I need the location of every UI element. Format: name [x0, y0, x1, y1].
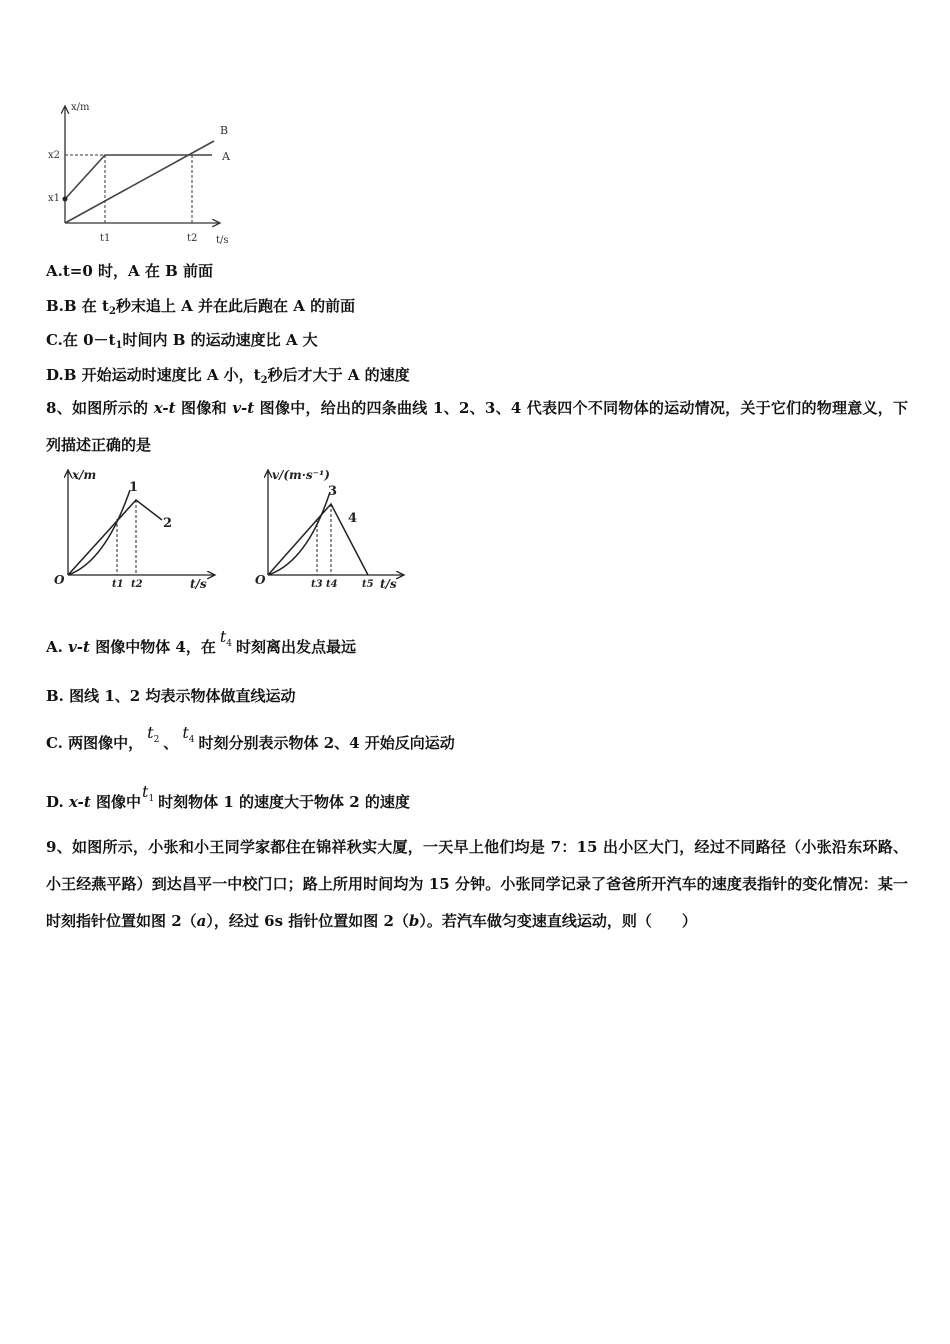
q9-text-post: ）。若汽车做匀变速直线运动，则（ ）: [419, 912, 697, 930]
q7-option-b-sub: 2: [108, 306, 116, 317]
q8-vt-origin: O: [255, 573, 266, 587]
point-x1: [63, 197, 68, 202]
q8-option-c-t2-letter: t: [182, 723, 189, 742]
q8-option-c-sep: 、: [163, 734, 179, 752]
figure-xt-ab-svg: [40, 98, 240, 248]
q7-option-c-sub: 1: [115, 340, 123, 351]
q8-vt-tick-t4: t4: [326, 579, 338, 590]
q8-stem: [46, 390, 908, 464]
q8-option-c: [46, 723, 455, 755]
q8-option-a-pre: A.: [46, 638, 69, 656]
label-b: B: [220, 124, 229, 137]
figure-xt-ab: [40, 98, 240, 248]
q7-option-a-text: A.t=0 时，A 在 B 前面: [46, 262, 214, 280]
tick-t2: t2: [187, 233, 198, 244]
q8-vt-curve-3-label: 3: [328, 484, 338, 499]
q8-option-c-t4: [182, 723, 195, 746]
q7-option-b-pre: B.B 在 t: [46, 297, 109, 315]
figure-q8-vt-svg: [252, 462, 412, 592]
line-a: [65, 155, 212, 199]
q8-option-c-post: 时刻分别表示物体 2、4 开始反向运动: [198, 734, 455, 752]
q8-option-a-post: 时刻离出发点最远: [236, 638, 357, 656]
curve-2: [68, 500, 162, 575]
q7-option-d-post: 秒后才大于 A 的速度: [267, 366, 410, 384]
q7-option-c-pre: C.在 0－t: [46, 331, 116, 349]
x-axis-label: t/s: [216, 235, 229, 246]
q9-text-pre: 9、如图所示，小张和小王同学家都住在锦祥秋实大厦，一天早上他们均是 7：15 出小区大门，经过不同路径（小张沿东环路、小王经燕平路）到达昌平一中校门口；路上所用时间均为 15 分钟。小张同学记录了爸爸所开汽车的速度表指针的变化情况：某一时刻指针位置如图 2（: [46, 838, 908, 930]
q8-option-d-post: 时刻物体 1 的速度大于物体 2 的速度: [158, 793, 410, 811]
q8-option-d-t1: [142, 782, 155, 805]
q8-option-b: [46, 685, 295, 706]
q8-option-a: [46, 627, 357, 659]
figure-q8-xt-svg: [50, 462, 225, 592]
q8-option-d-pre: D.: [46, 793, 69, 811]
q8-option-c-s1: 2: [153, 735, 160, 746]
q8-option-a-t: t: [219, 627, 227, 646]
q8-option-a-mid: 图像中物体 4，在: [89, 638, 216, 656]
q8-option-a-sub: 4: [226, 639, 233, 650]
q8-stem-post: 图像中，给出的四条曲线 1、2、3、4 代表四个不同物体的运动情况，关于它们的物理意义，下列描述正确的是: [46, 399, 908, 454]
tick-x1: x1: [48, 193, 61, 204]
q8-xt-curve-2-label: 2: [163, 516, 173, 531]
q8-vt-x-label: t/s: [380, 577, 397, 591]
q8-stem-xt: x-t: [153, 399, 176, 417]
q9-text: [46, 829, 908, 940]
q8-vt-y-label: v/(m·s⁻¹): [272, 468, 330, 482]
q8-option-d-t: t: [142, 782, 149, 801]
q8-xt-origin: O: [54, 573, 65, 587]
q8-option-c-t2: [147, 723, 160, 746]
q8-stem-pre: 8、如图所示的: [46, 399, 154, 417]
q8-option-a-t4: [219, 627, 233, 650]
figure-q8-xt: [50, 462, 225, 592]
figure-q8-vt: [252, 462, 412, 592]
q8-option-c-t1: t: [147, 723, 154, 742]
q7-option-d-sub: 2: [260, 375, 268, 386]
q7-option-d: [46, 364, 410, 386]
q8-option-c-s2: 4: [188, 735, 195, 746]
q8-option-a-vt: v-t: [68, 638, 90, 656]
curve-3: [268, 492, 330, 575]
q9-text-b: b: [408, 912, 420, 930]
q8-stem-vt: v-t: [232, 399, 255, 417]
q7-option-c: [46, 329, 318, 351]
tick-t1: t1: [100, 233, 111, 244]
q9-text-mid: ），经过 6s 指针位置如图 2（: [206, 912, 409, 930]
curve-1: [68, 490, 130, 575]
q8-xt-curve-1-label: 1: [129, 480, 139, 495]
q7-option-a: [46, 260, 213, 281]
q7-option-b-post: 秒末追上 A 并在此后跑在 A 的前面: [115, 297, 356, 315]
q8-vt-curve-4-label: 4: [348, 511, 358, 526]
q8-option-d-sub: 1: [148, 794, 155, 805]
q8-xt-y-label: x/m: [72, 468, 97, 482]
q8-xt-x-label: t/s: [190, 577, 207, 591]
q8-xt-tick-t1: t1: [112, 579, 124, 590]
q7-option-c-post: 时间内 B 的运动速度比 A 大: [122, 331, 318, 349]
q7-option-d-pre: D.B 开始运动时速度比 A 小，t: [46, 366, 261, 384]
q8-vt-tick-t5: t5: [362, 579, 374, 590]
q7-option-b: [46, 295, 355, 317]
tick-x2: x2: [48, 150, 61, 161]
q8-xt-tick-t2: t2: [131, 579, 143, 590]
q8-option-c-pre: C. 两图像中，: [46, 734, 144, 752]
q8-vt-tick-t3: t3: [311, 579, 323, 590]
q9-text-a: a: [196, 912, 207, 930]
y-axis-label: x/m: [71, 102, 90, 113]
q8-option-d-mid: 图像中: [90, 793, 141, 811]
label-a: A: [222, 150, 230, 163]
q8-option-b-text: B. 图线 1、2 均表示物体做直线运动: [46, 687, 296, 705]
q8-option-d: [46, 782, 410, 814]
q8-option-d-xt: x-t: [68, 793, 91, 811]
q8-stem-mid: 图像和: [175, 399, 233, 417]
